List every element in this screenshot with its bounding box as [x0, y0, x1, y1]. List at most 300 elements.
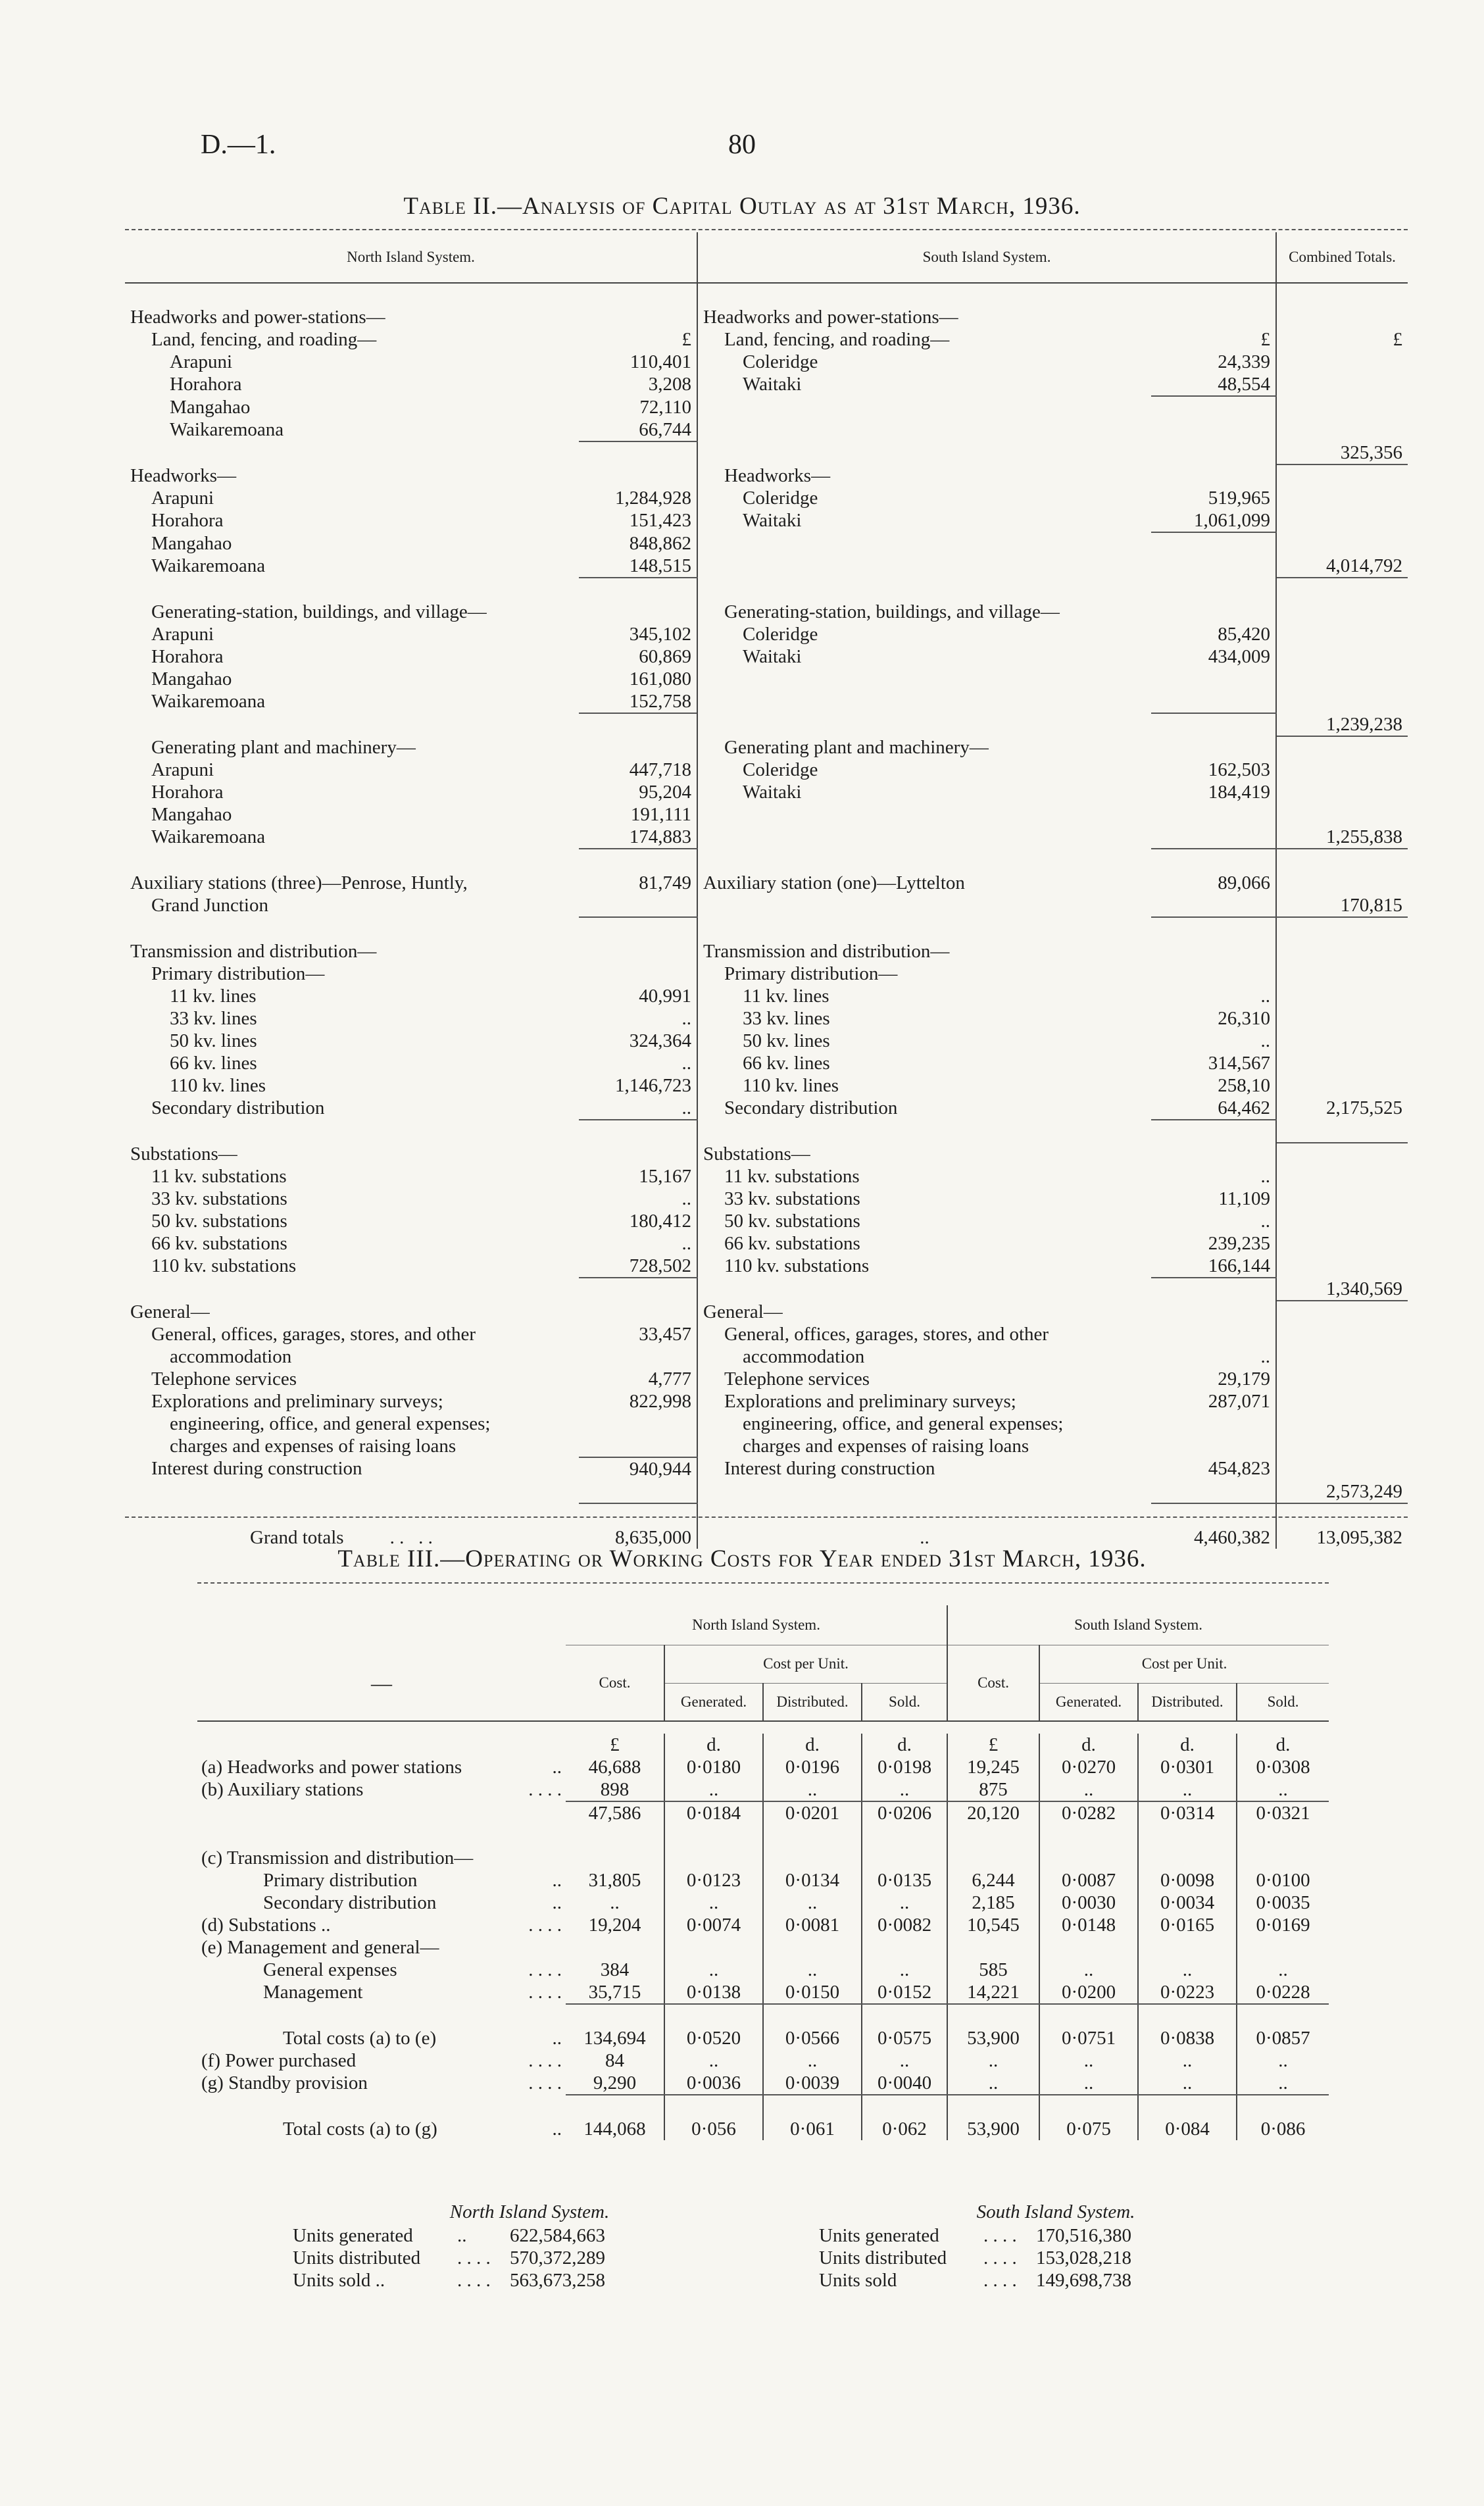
value-cell: 0·0035 [1256, 1892, 1310, 1913]
currency-symbol: £ [1151, 328, 1276, 351]
value-cell: 53,900 [947, 2027, 1039, 2049]
section-heading: Substations— [130, 1143, 237, 1165]
units-value: 563,673,258 [510, 2270, 605, 2291]
value-cell [947, 1847, 1039, 1869]
value-cell: 2,185 [947, 1892, 1039, 1914]
row-label-text: Primary distribution [263, 1870, 418, 1891]
cost-heading: Cost. [947, 1645, 1039, 1721]
value-cell: .. [1138, 2072, 1237, 2095]
value-cell: 84 [566, 2049, 664, 2072]
leader-dots: . . . . [457, 2247, 491, 2268]
value-cell: 384 [566, 1959, 664, 1981]
row-label: 50 kv. lines [743, 1030, 830, 1051]
value-cell: 1,061,099 [1151, 509, 1276, 532]
section-heading: Generating plant and machinery— [724, 737, 989, 758]
row-label: 33 kv. substations [724, 1188, 860, 1209]
combined-total: 170,815 [1276, 894, 1408, 917]
value-cell: 0·0223 [1138, 1981, 1237, 2004]
row-label: Waikaremoana [151, 826, 266, 847]
value-cell: 15,167 [579, 1165, 697, 1188]
row-label-text: Total costs (a) to (g) [283, 2118, 437, 2140]
north-island-heading: North Island System. [125, 232, 697, 283]
value-cell: .. [579, 1052, 697, 1074]
row-label-continued: accommodation [743, 1346, 865, 1367]
leader-dots: .. [552, 2118, 562, 2140]
cost-per-unit-heading: Cost per Unit. [664, 1645, 947, 1683]
row-label: Mangahao [170, 397, 251, 418]
value-cell: 287,071 [1151, 1390, 1276, 1413]
value-cell [566, 1847, 664, 1869]
value-cell: .. [664, 1892, 763, 1914]
row-label: Arapuni [151, 488, 214, 509]
value-cell: 0·0301 [1138, 1756, 1237, 1778]
cost-row-substations [197, 1914, 1329, 1936]
value-cell: 0·0036 [664, 2072, 763, 2095]
value-cell: 0·0520 [664, 2027, 763, 2049]
value-cell: .. [862, 1892, 947, 1914]
stub-dash: — [371, 1670, 392, 1695]
leader-dots: . . . . [457, 2270, 491, 2291]
row-label [197, 1869, 566, 1892]
value-cell: 258,10 [1151, 1074, 1276, 1097]
row-label: 33 kv. substations [151, 1188, 287, 1209]
value-cell: 0·0087 [1039, 1869, 1138, 1892]
value-cell: 19,245 [947, 1756, 1039, 1778]
value-cell: .. [664, 2049, 763, 2072]
value-cell: 46,688 [566, 1756, 664, 1778]
row-label: 50 kv. substations [151, 1211, 287, 1232]
row-label: Mangahao [151, 668, 232, 689]
row-label: Waikaremoana [151, 555, 266, 576]
value-cell: .. [1039, 1959, 1138, 1981]
value-cell: 0·075 [1039, 2118, 1138, 2140]
value-cell: 0·0135 [862, 1869, 947, 1892]
value-cell: 174,883 [579, 826, 697, 849]
value-cell: 875 [947, 1778, 1039, 1801]
cost-row-general-exp [197, 1959, 1329, 1981]
value-cell: 898 [566, 1778, 664, 1801]
value-cell: .. [862, 1778, 947, 1801]
cost-row-total-ac [197, 2027, 1329, 2049]
unit-symbol: d. [763, 1734, 862, 1756]
row-label-text: Secondary distribution [263, 1892, 437, 1913]
value-cell: 940,944 [579, 1457, 697, 1480]
value-cell: 110,401 [579, 351, 697, 373]
units-label: Units generated [293, 2225, 413, 2246]
row-label: Coleridge [743, 488, 818, 509]
value-cell: 0·0123 [664, 1869, 763, 1892]
row-label-continued: engineering, office, and general expenses; [743, 1413, 1064, 1434]
value-cell: 447,718 [579, 759, 697, 781]
value-cell: 728,502 [579, 1255, 697, 1278]
leader-dots: . . . . [983, 2225, 1017, 2246]
value-cell: .. [947, 2049, 1039, 2072]
value-cell: 454,823 [1151, 1457, 1276, 1480]
south-island-heading: South Island System. [697, 232, 1276, 283]
value-cell: 0·0575 [862, 2027, 947, 2049]
value-cell [763, 1936, 862, 1959]
value-cell: 0·0228 [1237, 1981, 1329, 2004]
value-cell [1237, 1847, 1329, 1869]
cost-row-total-ag [197, 2118, 1329, 2140]
subsection-heading: Land, fencing, and roading— [151, 329, 377, 350]
units-value: 149,698,738 [1036, 2270, 1131, 2291]
value-cell: 151,423 [579, 509, 697, 532]
leader-dots: .. [552, 2028, 562, 2049]
table2-title: Table II.—Analysis of Capital Outlay as at 31st March, 1936. [403, 193, 1081, 220]
units-row [819, 2224, 1293, 2247]
value-cell: 0·0321 [1256, 1803, 1310, 1824]
row-label [197, 1847, 566, 1869]
value-cell: 53,900 [947, 2118, 1039, 2140]
units-row [819, 2247, 1293, 2269]
row-label: Explorations and preliminary surveys; [151, 1391, 443, 1412]
north-units-summary [293, 2201, 766, 2292]
row-label-text: Management [263, 1982, 363, 2003]
document-reference: D.—1. [201, 130, 276, 160]
cost-row-auxiliary [197, 1778, 1329, 1801]
value-cell: 0·0206 [862, 1801, 947, 1824]
row-label: Mangahao [151, 804, 232, 825]
row-label: 66 kv. lines [170, 1053, 257, 1074]
south-units-summary [819, 2201, 1293, 2292]
value-cell: .. [1278, 2050, 1288, 2071]
value-cell: 0·0857 [1256, 2028, 1310, 2049]
value-cell: .. [1237, 2072, 1329, 2095]
value-cell [862, 1936, 947, 1959]
value-cell: 0·0196 [763, 1756, 862, 1778]
cost-row-transmission [197, 1847, 1329, 1869]
value-cell: 0·084 [1138, 2118, 1237, 2140]
combined-total: 325,356 [1276, 441, 1408, 464]
row-label [197, 1959, 566, 1981]
value-cell: 822,998 [579, 1390, 697, 1413]
leader-dots: . . . . [528, 2072, 562, 2093]
value-cell: 0·056 [664, 2118, 763, 2140]
value-cell: .. [1237, 1778, 1329, 1801]
combined-total: 1,340,569 [1276, 1278, 1408, 1301]
value-cell: 33,457 [579, 1323, 697, 1345]
row-label: 50 kv. lines [170, 1030, 257, 1051]
capital-outlay-table [125, 232, 1408, 1549]
north-units-title: North Island System. [449, 2201, 610, 2222]
value-cell: .. [763, 2049, 862, 2072]
unit-symbol: d. [862, 1734, 947, 1756]
row-label: 110 kv. lines [743, 1075, 839, 1096]
value-cell [1039, 1847, 1138, 1869]
value-cell: 0·0040 [862, 2072, 947, 2095]
value-cell: 19,204 [566, 1914, 664, 1936]
value-cell: 40,991 [579, 985, 697, 1007]
combined-total: 2,573,249 [1276, 1480, 1408, 1503]
sold-heading: Sold. [862, 1683, 947, 1721]
leader-dots: . . . . [528, 1779, 562, 1800]
leader-dots: . . . . [983, 2270, 1017, 2291]
value-cell: 0·0152 [862, 1981, 947, 2004]
value-cell: 0·0150 [763, 1981, 862, 2004]
unit-symbol: d. [664, 1734, 763, 1756]
value-cell [862, 1847, 947, 1869]
value-cell: .. [579, 1188, 697, 1210]
value-cell: .. [664, 1778, 763, 1801]
value-cell: 0·0308 [1256, 1757, 1310, 1778]
row-label: Interest during construction [724, 1458, 935, 1479]
value-cell: 89,066 [1151, 872, 1276, 894]
value-cell: .. [1039, 2072, 1138, 2095]
grand-total-south: 4,460,382 [1151, 1526, 1276, 1549]
value-cell: 0·0148 [1039, 1914, 1138, 1936]
value-cell: 585 [947, 1959, 1039, 1981]
row-label [197, 2118, 566, 2140]
value-cell: .. [579, 1007, 697, 1030]
units-label: Units distributed [819, 2247, 947, 2268]
grand-totals-label: Grand totals . . . . [250, 1527, 433, 1548]
row-label-continued: accommodation [170, 1346, 292, 1367]
row-label [197, 1778, 566, 1801]
value-cell: .. [579, 1097, 697, 1120]
row-label: Mangahao [151, 533, 232, 554]
sold-heading: Sold. [1267, 1693, 1299, 1710]
value-cell [1237, 1936, 1329, 1959]
unit-symbol: £ [566, 1734, 664, 1756]
section-heading: Transmission and distribution— [130, 941, 377, 962]
table3-title: Table III.—Operating or Working Costs for Year ended 31st March, 1936. [337, 1545, 1147, 1572]
row-label-text: (d) Substations .. [201, 1915, 331, 1936]
value-cell: 180,412 [579, 1210, 697, 1232]
row-label: 110 kv. substations [151, 1255, 297, 1276]
value-cell: .. [1138, 2049, 1237, 2072]
row-label [197, 2049, 566, 2072]
subsection-heading: Primary distribution— [724, 963, 898, 984]
value-cell: 0·0165 [1138, 1914, 1237, 1936]
value-cell: .. [947, 2072, 1039, 2095]
value-cell [1039, 1936, 1138, 1959]
row-label: Horahora [151, 782, 224, 803]
value-cell: 0·0282 [1039, 1801, 1138, 1824]
row-label [197, 1892, 566, 1914]
unit-symbol: d. [1138, 1734, 1237, 1756]
value-cell: 0·0074 [664, 1914, 763, 1936]
row-label-text: (f) Power purchased [201, 2050, 357, 2071]
units-value: 622,584,663 [510, 2225, 605, 2246]
value-cell: .. [1039, 1778, 1138, 1801]
south-island-heading: South Island System. [947, 1605, 1329, 1645]
value-cell: 161,080 [579, 668, 697, 690]
page-header [0, 129, 1484, 168]
value-cell: 144,068 [566, 2118, 664, 2140]
value-cell: 0·0200 [1039, 1981, 1138, 2004]
value-cell: 31,805 [566, 1869, 664, 1892]
value-cell: 0·0030 [1039, 1892, 1138, 1914]
row-label: General, offices, garages, stores, and other [151, 1324, 476, 1345]
row-label: Waitaki [743, 646, 802, 667]
value-cell: .. [1278, 1959, 1288, 1980]
leader-dots: . . . . [528, 1982, 562, 2003]
units-row [819, 2269, 1293, 2292]
units-label: Units generated [819, 2225, 939, 2246]
auxiliary-label: Auxiliary station (one)—Lyttelton [703, 872, 965, 893]
row-label: 66 kv. substations [724, 1233, 860, 1254]
value-cell: 162,503 [1151, 759, 1276, 781]
distributed-heading: Distributed. [1138, 1683, 1237, 1721]
row-label [197, 2027, 566, 2049]
row-label: Waitaki [743, 510, 802, 531]
section-heading: Headworks— [130, 465, 237, 486]
leader-dots: . . . . [528, 1915, 562, 1936]
row-label: 50 kv. substations [724, 1211, 860, 1232]
value-cell [947, 1936, 1039, 1959]
section-heading: General— [130, 1301, 210, 1322]
row-label [197, 1981, 566, 2004]
value-cell: .. [862, 2049, 947, 2072]
row-label: 33 kv. lines [743, 1008, 830, 1029]
value-cell: .. [1151, 1165, 1276, 1188]
row-label: Horahora [151, 646, 224, 667]
value-cell [664, 1936, 763, 1959]
row-label: Coleridge [743, 351, 818, 372]
unit-symbol: d. [1275, 1734, 1291, 1755]
row-label-text: Total costs (a) to (e) [283, 2028, 437, 2049]
value-cell: 10,545 [947, 1914, 1039, 1936]
south-units-title: South Island System. [976, 2201, 1135, 2222]
value-cell: 0·0751 [1039, 2027, 1138, 2049]
section-heading: Headworks and power-stations— [703, 307, 958, 328]
value-cell: .. [1138, 1959, 1237, 1981]
row-label-text: (g) Standby provision [201, 2072, 368, 2093]
value-cell: .. [1039, 2049, 1138, 2072]
value-cell: 345,102 [579, 623, 697, 645]
value-cell: .. [763, 1892, 862, 1914]
row-label: 11 kv. lines [170, 986, 257, 1007]
value-cell: 314,567 [1151, 1052, 1276, 1074]
distributed-heading: Distributed. [763, 1683, 862, 1721]
auxiliary-label: Auxiliary stations (three)—Penrose, Huntly, [130, 872, 468, 893]
units-row [293, 2269, 766, 2292]
value-cell: 85,420 [1151, 623, 1276, 645]
units-row [293, 2247, 766, 2269]
value-cell: 4,777 [579, 1368, 697, 1390]
leader-dots: .. [457, 2225, 467, 2246]
value-cell: 0·0098 [1138, 1869, 1237, 1892]
value-cell: 148,515 [579, 555, 697, 578]
value-cell: .. [566, 1892, 664, 1914]
value-cell: 66,744 [579, 418, 697, 441]
cost-row-management [197, 1981, 1329, 2004]
row-label-text: (b) Auxiliary stations [201, 1779, 364, 1800]
subsection-heading: Primary distribution— [151, 963, 325, 984]
combined-total: 1,239,238 [1276, 713, 1408, 736]
subsection-heading: Land, fencing, and roading— [724, 329, 950, 350]
section-heading: Transmission and distribution— [703, 941, 950, 962]
row-label-continued: engineering, office, and general expenses; [170, 1413, 491, 1434]
unit-symbol: £ [947, 1734, 1039, 1756]
value-cell: 81,749 [579, 872, 697, 894]
section-heading: General— [703, 1301, 783, 1322]
cost-row-headworks [197, 1756, 1329, 1778]
row-label [197, 1756, 566, 1778]
row-label: 66 kv. substations [151, 1233, 287, 1254]
value-cell: 0·0838 [1138, 2027, 1237, 2049]
cost-row-power-purchased [197, 2049, 1329, 2072]
row-label: 110 kv. lines [170, 1075, 266, 1096]
cost-row-primary [197, 1869, 1329, 1892]
value-cell: 0·0034 [1138, 1892, 1237, 1914]
row-label: Waikaremoana [170, 419, 284, 440]
cost-row-standby [197, 2072, 1329, 2095]
value-cell: 9,290 [566, 2072, 664, 2095]
leader-dots: . . . . [528, 1959, 562, 1980]
value-cell: 29,179 [1151, 1368, 1276, 1390]
auxiliary-label-continued: Grand Junction [151, 895, 268, 916]
row-label: General, offices, garages, stores, and other [724, 1324, 1049, 1345]
row-label: Waitaki [743, 782, 802, 803]
grand-total-north: 8,635,000 [579, 1526, 697, 1549]
combined-total: 4,014,792 [1276, 555, 1408, 578]
row-label: Horahora [151, 510, 224, 531]
unit-symbol: d. [1039, 1734, 1138, 1756]
row-label-text: (a) Headworks and power stations [201, 1757, 462, 1778]
value-cell: 3,208 [579, 373, 697, 396]
value-cell: 64,462 [1151, 1097, 1276, 1120]
table2-bottom-rule [125, 1516, 1408, 1518]
row-label-text: (e) Management and general— [201, 1937, 439, 1958]
value-cell: 0·0184 [664, 1801, 763, 1824]
section-heading: Generating-station, buildings, and village— [724, 601, 1060, 622]
row-label: Explorations and preliminary surveys; [724, 1391, 1016, 1412]
cost-row-sub-ab [197, 1801, 1329, 1824]
combined-totals-heading: Combined Totals. [1276, 232, 1408, 283]
row-label: Telephone services [724, 1368, 870, 1390]
value-cell: 0·0138 [664, 1981, 763, 2004]
value-cell: 0·0270 [1039, 1756, 1138, 1778]
value-cell: 0·0100 [1256, 1870, 1310, 1891]
value-cell: 519,965 [1151, 487, 1276, 509]
value-cell: .. [1151, 1030, 1276, 1052]
units-value: 153,028,218 [1036, 2247, 1131, 2268]
value-cell [1138, 1936, 1237, 1959]
value-cell: 0·0180 [664, 1756, 763, 1778]
row-label [197, 1801, 566, 1824]
row-label-continued: charges and expenses of raising loans [170, 1436, 457, 1457]
section-heading: Headworks— [724, 465, 831, 486]
leader-dots: . . . . [983, 2247, 1017, 2268]
row-label: Telephone services [151, 1368, 297, 1390]
value-cell: .. [664, 1959, 763, 1981]
value-cell: 0·0134 [763, 1869, 862, 1892]
value-cell [763, 1847, 862, 1869]
row-label: 66 kv. lines [743, 1053, 830, 1074]
value-cell: .. [1151, 1210, 1276, 1232]
row-label [197, 1914, 566, 1936]
value-cell [1138, 1847, 1237, 1869]
units-label: Units sold .. [293, 2270, 385, 2291]
value-cell: 6,244 [947, 1869, 1039, 1892]
value-cell: 0·0314 [1138, 1801, 1237, 1824]
value-cell: .. [763, 1959, 862, 1981]
row-label: Waikaremoana [151, 691, 266, 712]
operating-costs-table [197, 1605, 1329, 2140]
units-row [293, 2224, 766, 2247]
value-cell: 35,715 [566, 1981, 664, 2004]
row-label: Arapuni [151, 624, 214, 645]
row-label: Coleridge [743, 759, 818, 780]
value-cell [566, 1936, 664, 1959]
value-cell: 60,869 [579, 645, 697, 668]
value-cell: 0·0169 [1256, 1915, 1310, 1936]
value-cell: 24,339 [1151, 351, 1276, 373]
value-cell [664, 1847, 763, 1869]
row-label: 110 kv. substations [724, 1255, 870, 1276]
